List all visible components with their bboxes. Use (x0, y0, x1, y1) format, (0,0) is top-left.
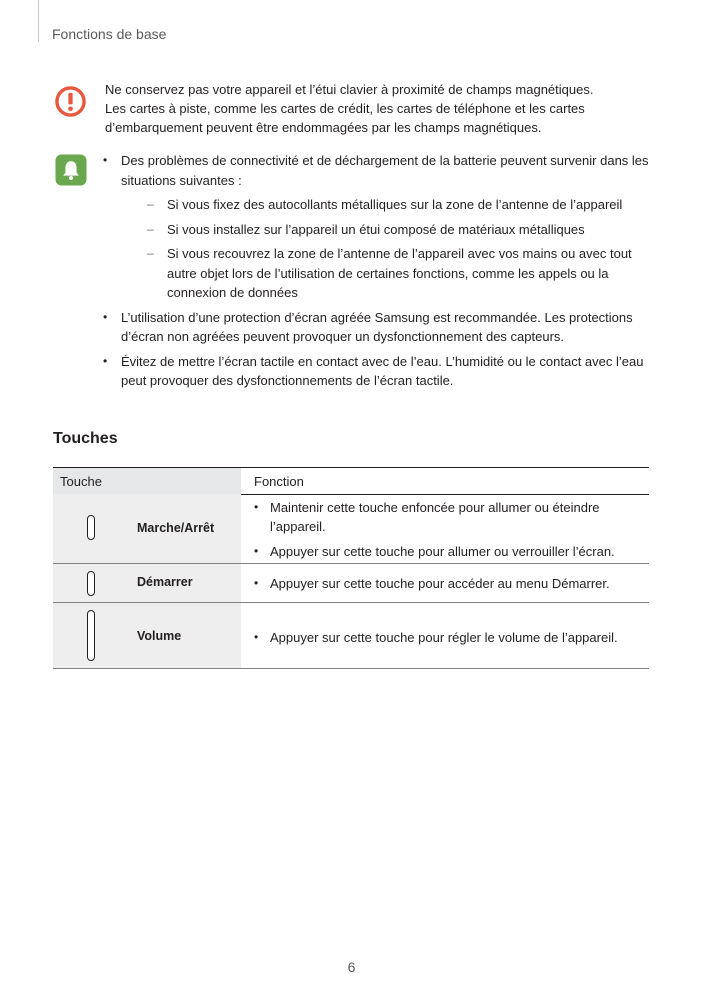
function-item (254, 542, 644, 561)
dash-icon: – (147, 221, 154, 236)
home-key-icon (87, 571, 95, 596)
chapter-title: Fonctions de base (52, 26, 167, 42)
table-row (53, 603, 649, 669)
sub-item-text: Si vous fixez des autocollants métalliques sur la zone de l’antenne de l’appareil (167, 197, 623, 212)
bullet-icon: • (254, 576, 259, 590)
sub-item-text: Si vous installez sur l’appareil un étui composé de matériaux métalliques (167, 221, 585, 237)
bullet-icon: • (103, 309, 108, 324)
column-header-function: Fonction (254, 474, 304, 489)
list-item-text: L’utilisation d’une protection d’écran agréée Samsung est recommandée. Les protections d’écran non agréées peuvent provoquer un dysfonctionnement des capteurs. (121, 309, 633, 344)
key-name: Démarrer (137, 575, 193, 589)
section-title: Touches (53, 430, 118, 447)
key-name: Marche/Arrêt (137, 521, 215, 535)
note-list (105, 151, 655, 396)
table-header (53, 467, 649, 495)
table-row (53, 564, 649, 603)
page-number: 6 (347, 959, 356, 975)
function-text: Appuyer sur cette touche pour allumer ou verrouiller l’écran. (270, 544, 615, 559)
function-cell (254, 498, 644, 567)
caution-line: d’embarquement peuvent être endommagées par les champs magnétiques. (105, 120, 542, 135)
list-item (105, 352, 655, 391)
sub-list-item (121, 244, 655, 303)
bullet-icon: • (254, 544, 259, 558)
bullet-icon: • (254, 630, 259, 644)
list-item (105, 151, 655, 303)
list-item-text: Des problèmes de connectivité et de déchargement de la batterie peuvent survenir dans les situations suivantes : (121, 153, 649, 188)
bullet-icon: • (103, 153, 108, 167)
table-row (53, 494, 649, 564)
bullet-icon: • (254, 500, 259, 514)
function-text: Appuyer sur cette touche pour régler le volume de l’appareil. (270, 630, 618, 645)
function-item (254, 628, 644, 647)
function-cell (254, 628, 644, 653)
caution-line: Ne conservez pas votre appareil et l’étui clavier à proximité de champs magnétiques. (105, 82, 594, 97)
list-item (105, 308, 655, 347)
function-text: Maintenir cette touche enfoncée pour allumer ou éteindre l’appareil. (270, 500, 600, 534)
function-cell (254, 574, 644, 599)
bell-icon (55, 154, 87, 186)
sub-list-item (121, 220, 655, 240)
dash-icon: – (147, 246, 154, 260)
function-item (254, 498, 644, 536)
function-item (254, 574, 644, 593)
exclamation-icon (55, 86, 86, 117)
power-key-icon (87, 515, 95, 540)
bullet-icon: • (103, 353, 108, 368)
sub-list-item (121, 195, 655, 215)
caution-line: Les cartes à piste, comme les cartes de crédit, les cartes de téléphone et les cartes (105, 101, 585, 116)
column-header-key: Touche (60, 474, 102, 489)
volume-key-icon (87, 610, 95, 661)
function-text: Appuyer sur cette touche pour accéder au menu Démarrer. (270, 576, 610, 591)
dash-icon: – (147, 197, 154, 211)
key-name: Volume (137, 629, 182, 643)
caution-text (105, 80, 650, 137)
list-item-text: Évitez de mettre l’écran tactile en contact avec de l’eau. L’humidité ou le contact avec l’eau peut provoquer des dysfonctionnements de l’écran tactile. (121, 353, 644, 388)
header-rule (38, 0, 39, 42)
sub-item-text: Si vous recouvrez la zone de l’antenne de l’appareil avec vos mains ou avec tout autre objet lors de l’utilisation de certaines fonctions, comme les appels ou la connexion de données (167, 246, 632, 300)
